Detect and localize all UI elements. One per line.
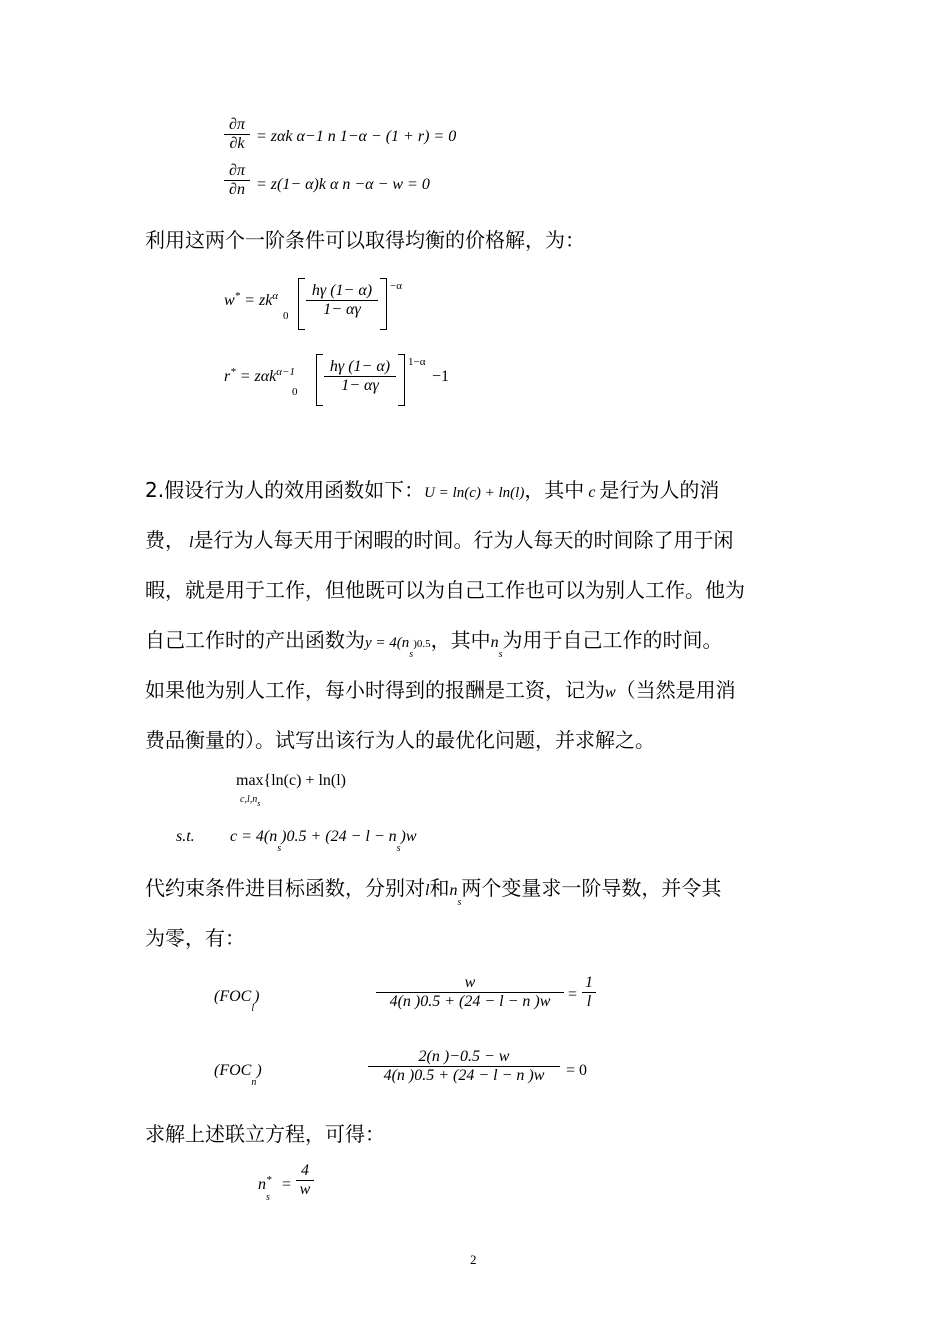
w-star-lhs: $w^* = zk^\alpha$ xyxy=(224,290,279,309)
foc2-label: $(FOC_n)$ xyxy=(214,1062,262,1088)
w-star-bracket-right xyxy=(380,278,387,330)
ns-sub: s xyxy=(266,1192,270,1203)
ns-lhs: n* xyxy=(258,1174,272,1193)
eq1-frac: ∂π ∂k xyxy=(224,116,250,153)
w-star-exp: −α xyxy=(390,280,402,292)
page-number: 2 xyxy=(470,1252,477,1267)
r-star-lhs: r* = zαk$^{\alpha-1}$ xyxy=(224,366,295,385)
w-star-bracket-left xyxy=(298,278,305,330)
r-star-bracket-right xyxy=(398,354,405,406)
opt-max-sub: $c,l,n_s$ xyxy=(240,794,261,808)
w-star-sub: 0 xyxy=(283,310,289,322)
foc2-frac: 2(n )−0.5 − w 4(n )0.5 + (24 − l − n )w xyxy=(368,1048,560,1085)
ns-frac: 4 w xyxy=(296,1162,314,1199)
eq1-rhs: = zαk α−1 n 1−α − (1 + r) = 0 xyxy=(256,128,457,145)
para-line-1: 2.假设行为人的效用函数如下：U = ln(c) + ln(l)，其中 c 是行为人的消 xyxy=(145,478,720,502)
opt-max: max{ln(c) + ln(l) xyxy=(236,772,346,789)
w-star-frac: hγ (1− α) 1− αγ xyxy=(306,282,378,319)
para-line-2: 费， l是行为人每天用于闲暇的时间。行为人每天的时间除了用于闲 xyxy=(145,528,734,552)
sub-line-2: 为零，有： xyxy=(145,926,245,950)
r-star-bracket-left xyxy=(316,354,323,406)
ns-eq: = xyxy=(282,1176,292,1193)
para-line-5: 如果他为别人工作，每小时得到的报酬是工资，记为w（当然是用消 xyxy=(145,678,736,702)
opt-st: s.t. xyxy=(176,828,195,845)
r-star-exp: 1−α xyxy=(408,356,426,368)
para-line-4: 自己工作时的产出函数为$y = 4(n_s)0.5$，其中$n_s$为用于自己工作的时间。 xyxy=(145,628,723,660)
r-star-tail: −1 xyxy=(432,368,450,385)
eq2-frac: ∂π ∂n xyxy=(224,162,250,199)
eq2-rhs: = z(1− α)k α n −α − w = 0 xyxy=(256,176,430,193)
sub-line-1: 代约束条件进目标函数，分别对l和$n_s$两个变量求一阶导数，并令其 xyxy=(145,876,722,908)
r-star-sub: 0 xyxy=(292,386,298,398)
para-line-6: 费品衡量的）。试写出该行为人的最优化问题，并求解之。 xyxy=(145,728,655,752)
foc1-frac: w 4(n )0.5 + (24 − l − n )w xyxy=(376,974,564,1011)
para-line-3: 暇，就是用于工作，但他既可以为自己工作也可以为别人工作。他为 xyxy=(145,578,745,602)
solve-line: 求解上述联立方程，可得： xyxy=(145,1122,385,1146)
foc1-rhs: 1 l xyxy=(582,974,596,1011)
foc1-label: $(FOC_l)$ xyxy=(214,988,260,1014)
opt-constraint: $c = 4(n_s)0.5 + (24 - l - n_s)w$ xyxy=(230,828,417,854)
line-price: 利用这两个一阶条件可以取得均衡的价格解，为： xyxy=(145,228,585,252)
foc2-eq: = 0 xyxy=(566,1062,588,1079)
r-star-frac: hγ (1− α) 1− αγ xyxy=(324,358,396,395)
foc1-eq: = xyxy=(568,986,578,1003)
